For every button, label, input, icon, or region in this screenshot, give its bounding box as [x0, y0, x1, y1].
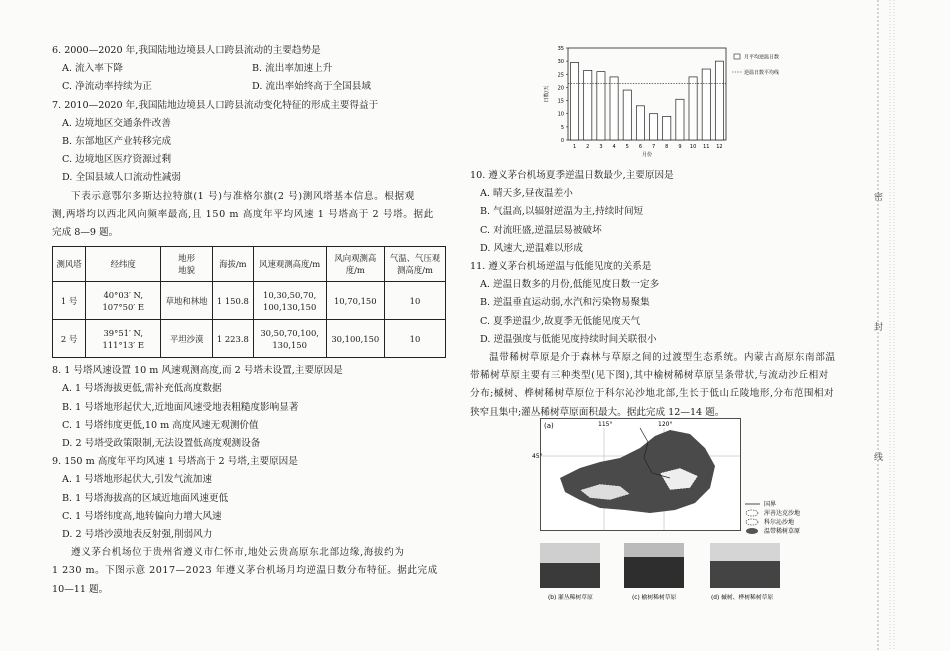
- intro-10-11-line3: 10—11 题。: [52, 583, 109, 595]
- x-tick-label: 10: [689, 144, 697, 150]
- bar: [650, 114, 658, 140]
- intro-12-14-line4: 狭窄且集中;灌丛稀树草原面积最大。据此完成 12—14 题。: [470, 406, 725, 418]
- q11-option-b: B. 逆温垂直运动弱,水汽和污染物易聚集: [480, 297, 650, 309]
- x-tick-label: 9: [678, 144, 682, 150]
- q10-option-a: A. 晴天多,昼夜温差小: [480, 188, 573, 200]
- y-tick-label: 25: [557, 72, 564, 79]
- question-11-stem: 11. 遵义茅台机场逆温与低能见度的关系是: [470, 261, 652, 273]
- q7-option-b: B. 东部地区产业转移完成: [62, 136, 172, 148]
- x-tick-label: 2: [586, 144, 590, 150]
- caption-b: (b) 灌丛稀树草原: [548, 595, 593, 601]
- bar: [676, 99, 684, 140]
- bar: [689, 77, 697, 140]
- seal-char-1: 密: [874, 193, 884, 203]
- photo-maple-birch-savanna-sky: [710, 543, 780, 561]
- q11-option-c: C. 夏季逆温少,故夏季无低能见度天气: [480, 315, 641, 327]
- q8-option-c: C. 1 号塔纬度更低,10 m 高度风速无观测价值: [62, 419, 259, 431]
- x-tick-label: 11: [703, 144, 710, 150]
- table-cell: 39°51′ N, 111°13′ E: [86, 320, 161, 358]
- table-cell: 30,50,70,100, 130,150: [253, 320, 326, 358]
- y-tick-label: 20: [557, 85, 564, 92]
- q6-option-d: D. 流出率始终高于全国县域: [252, 81, 371, 93]
- x-tick-label: 6: [638, 144, 643, 150]
- x-tick-label: 3: [599, 144, 603, 150]
- y-tick-label: 30: [557, 59, 564, 66]
- q8-option-d: D. 2 号塔受政策限制,无法设置低高度观测设备: [62, 438, 261, 450]
- longitude-115-label: 115°: [598, 421, 613, 428]
- intro-8-9-line3: 完成 8—9 题。: [52, 227, 119, 239]
- table-header: 海拔/m: [212, 247, 253, 282]
- bar: [702, 69, 710, 140]
- table-cell: 40°03′ N, 107°50′ E: [86, 282, 161, 320]
- bar: [597, 72, 605, 140]
- legend-savanna-symbol: [746, 528, 758, 534]
- y-tick-label: 35: [557, 46, 564, 52]
- bar: [663, 116, 671, 140]
- y-tick-label: 0: [560, 138, 564, 144]
- bar: [571, 62, 579, 140]
- table-cell: 1 223.8: [212, 320, 253, 358]
- legend-savanna-label: 温带稀树草原: [764, 528, 801, 535]
- q9-option-b: B. 1 号塔海拔高的区域近地面风速更低: [62, 492, 229, 504]
- q11-option-a: A. 逆温日数多的月份,低能见度日数一定多: [480, 279, 660, 291]
- table-cell: 10,30,50,70, 100,130,150: [253, 282, 326, 320]
- longitude-120-label: 120°: [658, 421, 673, 428]
- wind-tower-table: [52, 246, 446, 358]
- q8-option-b: B. 1 号塔地形起伏大,近地面风速受地表粗糙度影响显著: [62, 401, 299, 413]
- intro-10-11-line1: 遵义茅台机场位于贵州省遵义市仁怀市,地处云贵高原东北部边缘,海拔约为: [71, 547, 405, 559]
- q9-option-c: C. 1 号塔纬度高,地转偏向力增大风速: [62, 510, 222, 522]
- x-tick-label: 8: [665, 144, 669, 150]
- table-header: 经纬度: [86, 247, 161, 282]
- y-tick-label: 15: [557, 98, 564, 105]
- intro-8-9-line2: 测,两塔均以西北风向频率最高,且 150 m 高度年平均风速 1 号塔高于 2 号塔。据此: [52, 208, 434, 220]
- y-tick-label: 5: [560, 124, 564, 131]
- legend-hunshandake-symbol: [746, 510, 758, 516]
- right-column: [470, 167, 870, 422]
- x-tick-label: 7: [651, 144, 656, 150]
- intro-12-14-line1: 温带稀树草原是介于森林与草原之间的过渡型生态系统。内蒙古高原东南部温: [489, 352, 836, 364]
- table-cell: 平坦沙漠: [161, 320, 213, 358]
- x-tick-label: 12: [716, 144, 723, 150]
- q6-option-a: A. 流入率下降: [62, 63, 123, 75]
- table-header-row: [53, 247, 446, 282]
- savanna-map-figure: [532, 418, 830, 613]
- table-cell: 2 号: [53, 320, 86, 358]
- q10-option-b: B. 气温高,以辐射逆温为主,持续时间短: [480, 206, 644, 218]
- question-6-stem: 6. 2000—2020 年,我国陆地边境县人口跨县流动的主要趋势是: [52, 45, 321, 56]
- question-9-stem: 9. 150 m 高度年平均风速 1 号塔高于 2 号塔,主要原因是: [52, 456, 298, 468]
- q8-option-a: A. 1 号塔海拔更低,需补充低高度数据: [62, 383, 222, 395]
- seal-char-3: 线: [874, 453, 884, 463]
- panel-a-label: (a): [544, 422, 554, 430]
- bar: [610, 77, 618, 140]
- legend-line-label: 逆温日数平均线: [744, 70, 780, 76]
- table-cell: 10,70,150: [326, 282, 384, 320]
- legend-boundary-label: 国界: [764, 501, 777, 508]
- table-header: 测风塔: [53, 247, 86, 282]
- table-cell: 1 150.8: [212, 282, 253, 320]
- q10-option-c: C. 对流旺盛,逆温层易被破坏: [480, 224, 602, 236]
- question-8-stem: 8. 1 号塔风速设置 10 m 风速观测高度,而 2 号塔未设置,主要原因是: [52, 365, 343, 377]
- q6-option-b: B. 流出率加速上升: [252, 63, 333, 75]
- legend-bar-swatch: [734, 54, 740, 59]
- left-column: [52, 42, 452, 599]
- table-row: [53, 320, 446, 358]
- q10-option-d: D. 风速大,逆温难以形成: [480, 242, 583, 254]
- q6-option-c: C. 净流动率持续为正: [62, 81, 152, 93]
- q7-option-a: A. 边境地区交通条件改善: [62, 117, 171, 129]
- intro-12-14-line3: 分布;槭树、桦树稀树草原位于科尔沁沙地北部,生长于低山丘陵地形,分布范围相对: [470, 388, 835, 400]
- intro-8-9-line1: 下表示意鄂尔多斯达拉特旗(1 号)与准格尔旗(2 号)测风塔基本信息。根据观: [71, 190, 415, 202]
- inversion-days-bar-chart: [528, 40, 828, 166]
- x-tick-label: 5: [625, 144, 629, 150]
- caption-d: (d) 槭树、桦树稀树草原: [711, 595, 774, 601]
- legend-bar-label: 月平均逆温日数: [744, 54, 780, 61]
- table-header: 风向观测高 度/m: [326, 247, 384, 282]
- bar: [636, 106, 644, 140]
- legend-hunshandake-label: 浑善达克沙地: [764, 510, 801, 517]
- caption-c: (c) 榆树稀树草原: [632, 595, 677, 601]
- y-axis-label: 日数/天: [544, 85, 550, 103]
- question-10-stem: 10. 遵义茅台机场夏季逆温日数最少,主要原因是: [470, 170, 674, 181]
- x-axis-label: 月份: [641, 152, 653, 158]
- table-cell: 1 号: [53, 282, 86, 320]
- x-tick-label: 1: [572, 144, 577, 150]
- bar: [584, 70, 592, 140]
- q7-option-d: D. 全国县域人口流动性减弱: [62, 172, 181, 184]
- table-row: [53, 282, 446, 320]
- bar: [715, 61, 723, 140]
- x-tick-label: 4: [612, 144, 616, 150]
- seal-char-2: 封: [874, 323, 884, 333]
- q9-option-a: A. 1 号塔地形起伏大,引发气流加速: [62, 474, 212, 486]
- table-cell: 10: [385, 320, 446, 358]
- table-cell: 10: [385, 282, 446, 320]
- table-cell: 草地和林地: [161, 282, 213, 320]
- intro-10-11-line2: 1 230 m。下图示意 2017—2023 年遵义茅台机场月均逆温日数分布特征。据此完成: [52, 565, 438, 577]
- photo-shrub-savanna-sky: [540, 543, 600, 563]
- y-tick-label: 10: [557, 111, 564, 118]
- table-header: 气温、气压观 测高度/m: [385, 247, 446, 282]
- photo-elm-savanna-sky: [624, 543, 684, 557]
- table-header: 风速观测高度/m: [253, 247, 326, 282]
- legend-horqin-symbol: [746, 519, 758, 525]
- intro-12-14-line2: 带稀树草原主要有三种类型(见下图),其中榆树稀树草原呈条带状,与流动沙丘相对: [470, 370, 829, 382]
- q9-option-d: D. 2 号塔沙漠地表反射强,削弱风力: [62, 529, 213, 541]
- q11-option-d: D. 逆温强度与低能见度持续时间关联很小: [480, 333, 657, 345]
- question-7-stem: 7. 2010—2020 年,我国陆地边境县人口跨县流动变化特征的形成主要得益于: [52, 99, 379, 111]
- bar: [623, 90, 631, 140]
- q7-option-c: C. 边境地区医疗资源过剩: [62, 154, 172, 166]
- legend-horqin-label: 科尔沁沙地: [764, 519, 795, 526]
- table-cell: 30,100,150: [326, 320, 384, 358]
- latitude-45-label: 45°: [532, 453, 543, 460]
- table-header: 地形 地貌: [161, 247, 213, 282]
